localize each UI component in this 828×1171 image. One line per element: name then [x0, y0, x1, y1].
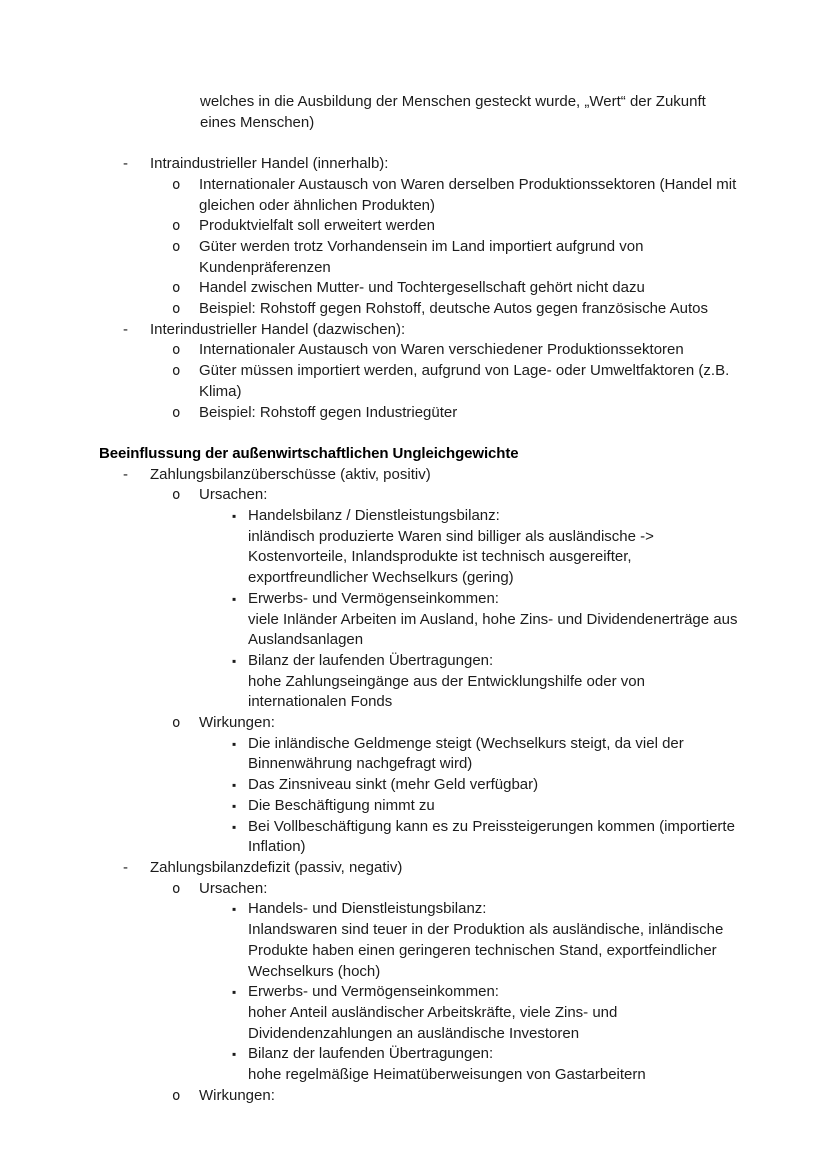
- list-item-l2: [99, 361, 759, 402]
- text-line: Die Beschäftigung nimmt zu: [248, 796, 435, 814]
- circle-bullet: o: [172, 715, 181, 732]
- text-line: Interindustrieller Handel (dazwischen):: [150, 320, 406, 338]
- text-line: Beispiel: Rohstoff gegen Rohstoff, deutsche Autos gegen französische Autos: [199, 300, 708, 318]
- text-line: exportfreundlicher Wechselkurs (gering): [248, 569, 514, 587]
- text-line: hohe regelmäßige Heimatüberweisungen von Gastarbeitern: [248, 1066, 646, 1084]
- list-item-l3: [99, 589, 759, 651]
- text-line: Wechselkurs (hoch): [248, 962, 381, 980]
- list-item-l3: [99, 734, 759, 775]
- square-bullet: ▪: [232, 798, 237, 813]
- text-line: Zahlungsbilanzüberschüsse (aktiv, positiv): [150, 465, 431, 483]
- list-item-l3: [99, 796, 759, 817]
- list-item-l1: [99, 465, 759, 486]
- list-item-l3: [99, 651, 759, 713]
- square-bullet: ▪: [232, 819, 237, 834]
- dash-bullet: -: [123, 320, 128, 338]
- circle-bullet: o: [172, 404, 181, 421]
- text-line: hoher Anteil ausländischer Arbeitskräfte, viele Zins- und: [248, 1003, 618, 1021]
- text-line: Bilanz der laufenden Übertragungen:: [248, 1045, 494, 1063]
- section-heading: [99, 444, 759, 465]
- square-bullet: ▪: [232, 985, 237, 1000]
- text-line: Bei Vollbeschäftigung kann es zu Preissteigerungen kommen (importierte: [248, 817, 735, 835]
- list-item-l3: [99, 899, 759, 982]
- circle-bullet: o: [172, 363, 181, 380]
- circle-bullet: o: [172, 880, 181, 897]
- circle-bullet: o: [172, 218, 181, 235]
- list-item-l2: [99, 278, 759, 299]
- text-line: Erwerbs- und Vermögenseinkommen:: [248, 983, 499, 1001]
- list-item-l2: [99, 299, 759, 320]
- list-item-l2: [99, 485, 759, 506]
- text-line: Handels- und Dienstleistungsbilanz:: [248, 900, 487, 918]
- text-line: Dividendenzahlungen an ausländische Investoren: [248, 1024, 580, 1042]
- list-item-l2: [99, 1086, 759, 1107]
- list-item-l2: [99, 216, 759, 237]
- text-line: Handelsbilanz / Dienstleistungsbilanz:: [248, 507, 500, 525]
- list-item-l1: [99, 320, 759, 341]
- text-line: Auslandsanlagen: [248, 631, 364, 649]
- circle-bullet: o: [172, 280, 181, 297]
- square-bullet: ▪: [232, 902, 237, 917]
- text-line: Wirkungen:: [199, 1086, 275, 1104]
- text-line: Zahlungsbilanzdefizit (passiv, negativ): [150, 858, 403, 876]
- text-line: Produktvielfalt soll erweitert werden: [199, 217, 435, 235]
- dash-bullet: -: [123, 858, 128, 876]
- text-line: Inlandswaren sind teuer in der Produktion als ausländische, inländische: [248, 921, 724, 939]
- square-bullet: ▪: [232, 736, 237, 751]
- text-line: Klima): [199, 382, 242, 400]
- text-line: Produkte haben einen geringeren technischen Stand, exportfeindlicher: [248, 941, 717, 959]
- circle-bullet: o: [172, 301, 181, 318]
- text-line: Inflation): [248, 838, 306, 856]
- list-item-l1: [99, 154, 759, 175]
- text-line: Die inländische Geldmenge steigt (Wechselkurs steigt, da viel der: [248, 734, 684, 752]
- text-line: Handel zwischen Mutter- und Tochtergesellschaft gehört nicht dazu: [199, 279, 645, 297]
- text-line: Ursachen:: [199, 879, 268, 897]
- text-line: eines Menschen): [200, 113, 315, 131]
- list-item-l2: [99, 175, 759, 216]
- list-item-l2: [99, 237, 759, 278]
- text-line: Güter werden trotz Vorhandensein im Land importiert aufgrund von: [199, 237, 644, 255]
- list-item-l3: [99, 982, 759, 1044]
- circle-bullet: o: [172, 176, 181, 193]
- paragraph-continuation: [99, 92, 759, 133]
- text-line: hohe Zahlungseingänge aus der Entwicklungshilfe oder von: [248, 672, 645, 690]
- square-bullet: ▪: [232, 653, 237, 668]
- list-item-l2: [99, 879, 759, 900]
- text-line: Bilanz der laufenden Übertragungen:: [248, 651, 494, 669]
- square-bullet: ▪: [232, 1047, 237, 1062]
- list-item-l3: [99, 817, 759, 858]
- text-line: Das Zinsniveau sinkt (mehr Geld verfügbar): [248, 776, 539, 794]
- list-item-l2: [99, 713, 759, 734]
- text-line: Kundenpräferenzen: [199, 258, 331, 276]
- text-line: welches in die Ausbildung der Menschen gesteckt wurde, „Wert“ der Zukunft: [200, 93, 706, 110]
- text-line: Beispiel: Rohstoff gegen Industriegüter: [199, 403, 458, 421]
- text-line: gleichen oder ähnlichen Produkten): [199, 196, 435, 214]
- text-line: internationalen Fonds: [248, 693, 393, 711]
- text-line: Erwerbs- und Vermögenseinkommen:: [248, 589, 499, 607]
- square-bullet: ▪: [232, 591, 237, 606]
- document-content: [99, 92, 759, 1106]
- text-line: Intraindustrieller Handel (innerhalb):: [150, 155, 389, 173]
- text-line: Internationaler Austausch von Waren derselben Produktionssektoren (Handel mit: [199, 175, 737, 193]
- circle-bullet: o: [172, 238, 181, 255]
- circle-bullet: o: [172, 342, 181, 359]
- text-line: Binnenwährung nachgefragt wird): [248, 755, 473, 773]
- dash-bullet: -: [123, 465, 128, 483]
- blank-line: [99, 133, 759, 154]
- list-item-l2: [99, 403, 759, 424]
- list-item-l3: [99, 1044, 759, 1085]
- text-line: Beeinflussung der außenwirtschaftlichen Ungleichgewichte: [99, 444, 519, 462]
- text-line: Ursachen:: [199, 486, 268, 504]
- text-line: Kostenvorteile, Inlandsprodukte ist technisch ausgereifter,: [248, 548, 632, 566]
- text-line: Güter müssen importiert werden, aufgrund von Lage- oder Umweltfaktoren (z.B.: [199, 362, 730, 380]
- list-item-l3: [99, 775, 759, 796]
- text-line: inländisch produzierte Waren sind billiger als ausländische ->: [248, 527, 654, 545]
- text-line: Wirkungen:: [199, 714, 275, 732]
- square-bullet: ▪: [232, 778, 237, 793]
- circle-bullet: o: [172, 487, 181, 504]
- circle-bullet: o: [172, 1087, 181, 1104]
- square-bullet: ▪: [232, 509, 237, 524]
- list-item-l3: [99, 506, 759, 589]
- blank-line: [99, 423, 759, 444]
- list-item-l1: [99, 858, 759, 879]
- list-item-l2: [99, 340, 759, 361]
- text-line: viele Inländer Arbeiten im Ausland, hohe Zins- und Dividendenerträge aus: [248, 610, 738, 628]
- text-line: Internationaler Austausch von Waren verschiedener Produktionssektoren: [199, 341, 684, 359]
- dash-bullet: -: [123, 155, 128, 173]
